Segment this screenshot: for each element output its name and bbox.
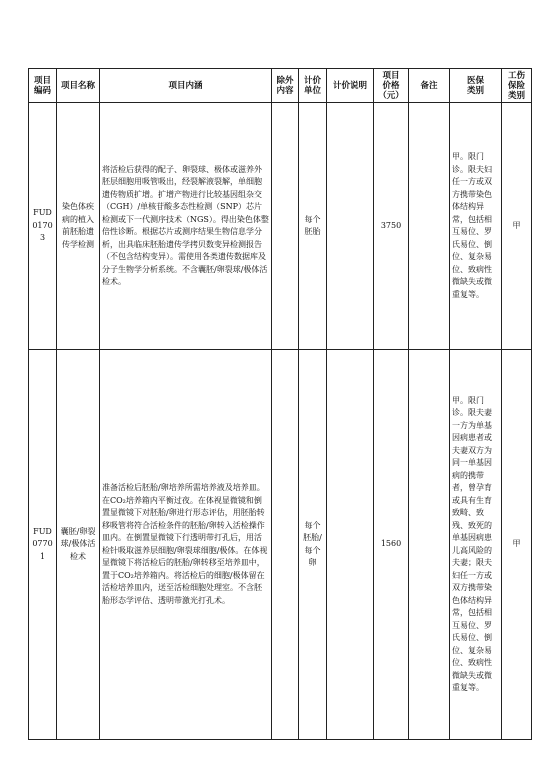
cell-injury: 甲 bbox=[502, 103, 532, 350]
cell-content: 准备活检后胚胎/卵培养所需培养液及培养皿。在CO₂培养箱内平衡过夜。在体视显微镜和倒置显微镜下对胚胎/卵进行形态评估，用胚胎转移吸管将符合活检条件的胚胎/卵转入活检操作皿内。在倒置显微镜下行透明带打孔后，用活检针吸取滋养层细胞/卵裂球细胞/极体。在体视显微镜下将活检后的胚胎/卵转移至培养皿中，置于CO₂培养箱内。将活检后的细胞/极体留在活检培养皿内，送至活检细胞处理室。不含胚胎形态学评估、透明带激光打孔术。 bbox=[100, 350, 272, 740]
header-content: 项目内涵 bbox=[100, 69, 272, 103]
cell-exclusions bbox=[272, 103, 299, 350]
cell-injury: 甲 bbox=[502, 350, 532, 740]
cell-name: 囊胚/卵裂球/极体活检术 bbox=[57, 350, 100, 740]
cell-exclusions bbox=[272, 350, 299, 740]
header-remarks: 备注 bbox=[409, 69, 450, 103]
cell-content: 将活检后获得的配子、卵裂球、极体或滋养外胚层细胞用吸管吸出，经裂解液裂解，单细胞遗传物质扩增。扩增产物进行比较基因组杂交（CGH）/单核苷酸多态性检测（SNP）芯片检测或下一代测序技术（NGS）。得出染色体整倍性诊断。根据芯片或测序结果生物信息学分析，出具临床胚胎遗传学拷贝数变异检测报告（不包含结构变异）。需使用各类遗传数据库及分子生物学分析系统。不含囊胚/卵裂球/极体活检术。 bbox=[100, 103, 272, 350]
cell-price: 3750 bbox=[374, 103, 409, 350]
cell-remarks bbox=[409, 103, 450, 350]
cell-remarks bbox=[409, 350, 450, 740]
cell-code: FUD01703 bbox=[29, 103, 57, 350]
header-exclusions: 除外 内容 bbox=[272, 69, 299, 103]
header-pricing-note: 计价说明 bbox=[327, 69, 374, 103]
cell-unit: 每个胚胎/每个卵 bbox=[299, 350, 327, 740]
medical-fee-table bbox=[28, 68, 532, 740]
cell-code: FUD07701 bbox=[29, 350, 57, 740]
header-price: 项目 价格 （元） bbox=[374, 69, 409, 103]
table-row bbox=[29, 350, 532, 740]
cell-pricing-note bbox=[327, 103, 374, 350]
cell-price: 1560 bbox=[374, 350, 409, 740]
table-header-row bbox=[29, 69, 532, 103]
header-name: 项目名称 bbox=[57, 69, 100, 103]
cell-insurance: 甲。限门诊。限夫妇任一方或双方携带染色体结构异常，包括相互易位、罗氏易位、倒位、复杂易位、致病性微缺失或微重复等。 bbox=[450, 103, 502, 350]
header-insurance: 医保 类别 bbox=[450, 69, 502, 103]
header-code: 项目 编码 bbox=[29, 69, 57, 103]
header-unit: 计价 单位 bbox=[299, 69, 327, 103]
cell-pricing-note bbox=[327, 350, 374, 740]
table-row bbox=[29, 103, 532, 350]
cell-name: 染色体疾病的植入前胚胎遗传学检测 bbox=[57, 103, 100, 350]
cell-insurance: 甲。限门诊。限夫妻一方为单基因病患者或夫妻双方为同一单基因病的携带者，曾孕育或具有生育致畸、致残、致死的单基因病患儿高风险的夫妻；限夫妇任一方或双方携带染色体结构异常，包括相互易位、罗氏易位、倒位、复杂易位、致病性微缺失或微重复等。 bbox=[450, 350, 502, 740]
header-injury: 工伤 保险 类别 bbox=[502, 69, 532, 103]
cell-unit: 每个胚胎 bbox=[299, 103, 327, 350]
